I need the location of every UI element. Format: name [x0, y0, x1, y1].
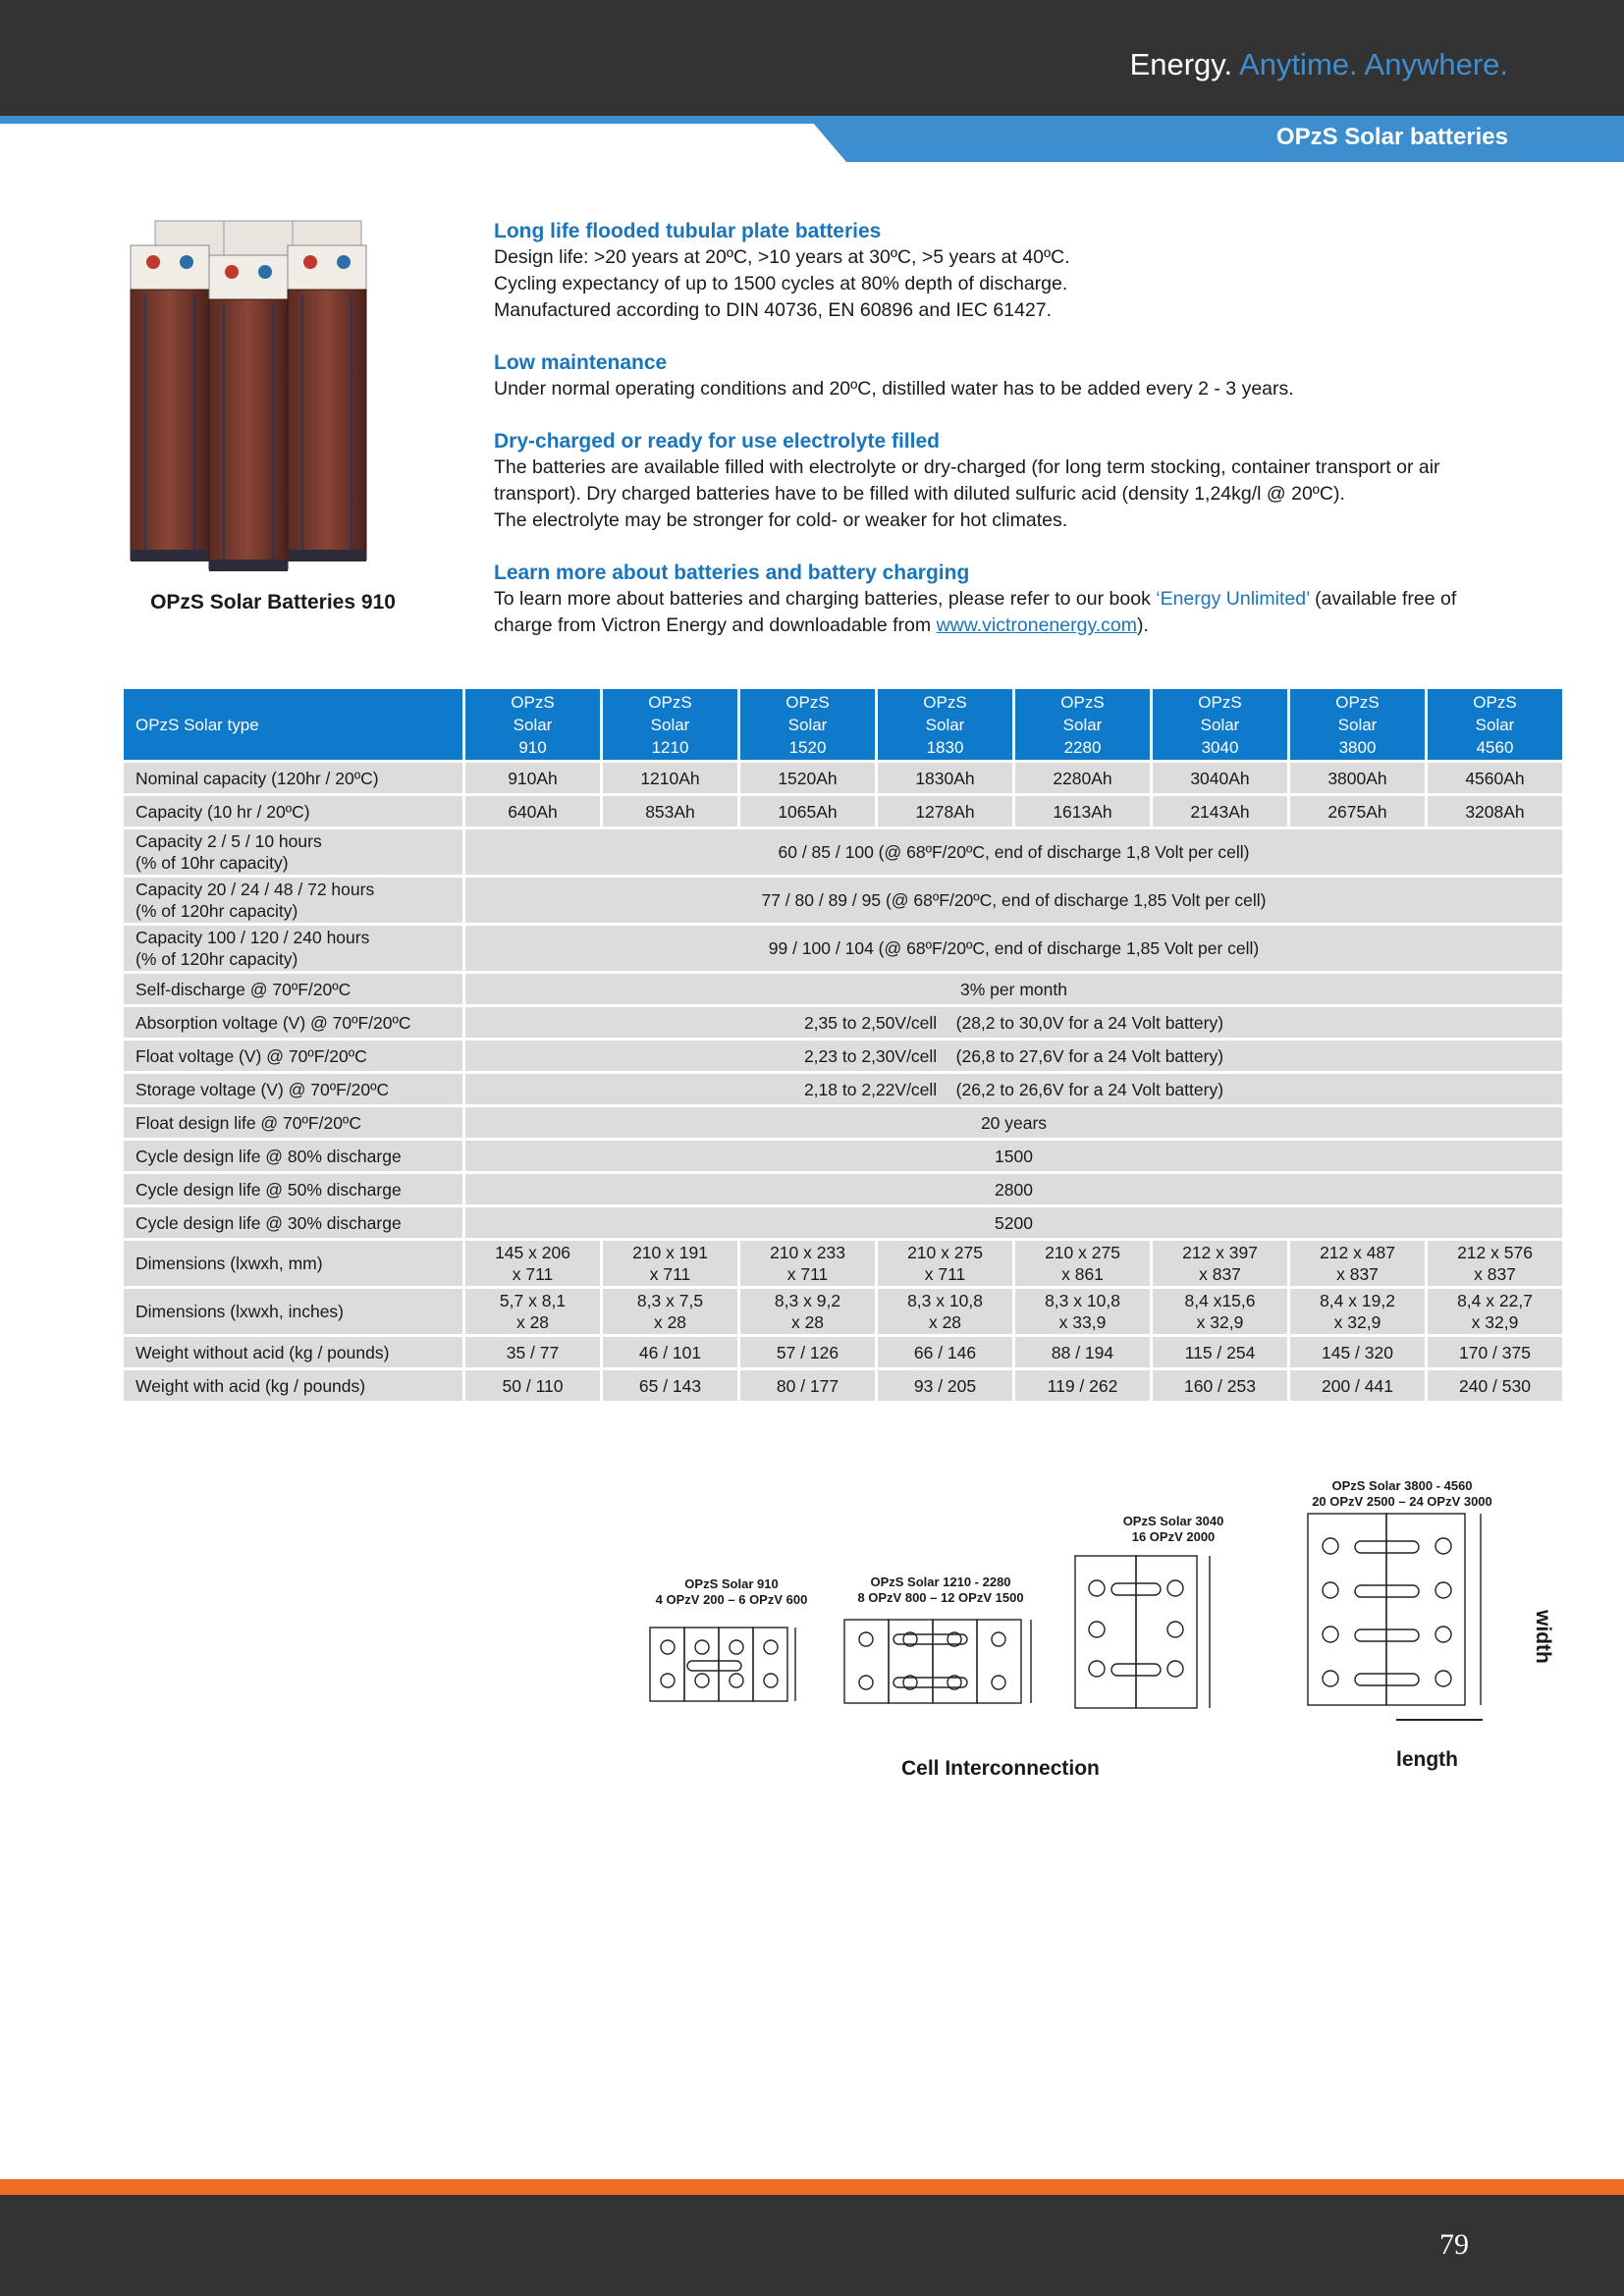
body-low-maintenance: Under normal operating conditions and 20ºC, distilled water has to be added every 2 - 3 years. — [494, 378, 1294, 400]
row-value: 66 / 146 — [878, 1337, 1012, 1367]
row-value: 8,4 x15,6 x 32,9 — [1153, 1289, 1287, 1334]
table-row — [124, 1041, 1562, 1071]
row-value-span: 20 years — [465, 1107, 1562, 1138]
layout-3040 — [1075, 1556, 1210, 1708]
heading-low-maintenance: Low maintenance — [494, 351, 668, 374]
layout-1210-2280 — [844, 1620, 1031, 1703]
row-value: 210 x 233 x 711 — [740, 1241, 875, 1286]
spec-table-header — [124, 689, 1562, 760]
row-label: Weight with acid (kg / pounds) — [124, 1370, 462, 1401]
book-title: ‘Energy Unlimited’ — [1156, 588, 1310, 610]
row-value: 1830Ah — [878, 763, 1012, 793]
intro-section-design-life — [494, 218, 1505, 324]
row-value: 2675Ah — [1290, 796, 1425, 827]
row-value: 3040Ah — [1153, 763, 1287, 793]
table-row — [124, 926, 1562, 971]
row-value: 93 / 205 — [878, 1370, 1012, 1401]
row-value: 88 / 194 — [1015, 1337, 1150, 1367]
intro-text — [494, 218, 1505, 665]
section-title: OPzS Solar batteries — [1275, 124, 1508, 150]
page-number: 79 — [1439, 2228, 1469, 2261]
row-label: Cycle design life @ 50% discharge — [124, 1174, 462, 1204]
row-label: Capacity 100 / 120 / 240 hours (% of 120hr capacity) — [124, 926, 462, 971]
row-value: 3800Ah — [1290, 763, 1425, 793]
row-label: Weight without acid (kg / pounds) — [124, 1337, 462, 1367]
row-value: 65 / 143 — [603, 1370, 737, 1401]
battery-cell-front-3 — [288, 245, 366, 561]
table-row — [124, 1007, 1562, 1038]
row-value: 212 x 576 x 837 — [1428, 1241, 1562, 1286]
row-value: 212 x 397 x 837 — [1153, 1241, 1287, 1286]
row-value: 8,4 x 19,2 x 32,9 — [1290, 1289, 1425, 1334]
footer-bar — [0, 2195, 1624, 2296]
label-3040: OPzS Solar 3040 16 OPzV 2000 — [1122, 1514, 1224, 1544]
row-value-span: 2800 — [465, 1174, 1562, 1204]
footer-orange-strip — [0, 2179, 1624, 2195]
row-value-span: 1500 — [465, 1141, 1562, 1171]
row-value-span: 2,18 to 2,22V/cell (26,2 to 26,6V for a 24 Volt battery) — [465, 1074, 1562, 1104]
row-label: Cycle design life @ 80% discharge — [124, 1141, 462, 1171]
row-value-span: 2,35 to 2,50V/cell (28,2 to 30,0V for a 24 Volt battery) — [465, 1007, 1562, 1038]
header-model-3800: OPzS Solar 3800 — [1290, 689, 1425, 760]
table-row — [124, 829, 1562, 875]
row-label: Capacity 20 / 24 / 48 / 72 hours (% of 120hr capacity) — [124, 878, 462, 923]
slogan — [1130, 47, 1508, 82]
row-label: Nominal capacity (120hr / 20ºC) — [124, 763, 462, 793]
row-value: 145 / 320 — [1290, 1337, 1425, 1367]
learn-text-before: To learn more about batteries and charging batteries, please refer to our book — [494, 588, 1157, 610]
table-row — [124, 1289, 1562, 1334]
table-row — [124, 1107, 1562, 1138]
row-value: 80 / 177 — [740, 1370, 875, 1401]
header-model-2280: OPzS Solar 2280 — [1015, 689, 1150, 760]
spec-table-body — [124, 763, 1562, 1401]
header-model-3040: OPzS Solar 3040 — [1153, 689, 1287, 760]
body-dry-charged: The batteries are available filled with electrolyte or dry-charged (for long term stocking, container transport or air transport). Dry charged batteries have to be filled with diluted sulfuric acid (density 1,24kg/l @ 20ºC). The electrolyte may be stronger for cold- or weaker for hot climates. — [494, 456, 1440, 531]
heading-dry-charged: Dry-charged or ready for use electrolyte filled — [494, 430, 940, 453]
row-value: 2143Ah — [1153, 796, 1287, 827]
row-value: 240 / 530 — [1428, 1370, 1562, 1401]
table-row — [124, 1141, 1562, 1171]
row-value-span: 2,23 to 2,30V/cell (26,8 to 27,6V for a 24 Volt battery) — [465, 1041, 1562, 1071]
row-label: Storage voltage (V) @ 70ºF/20ºC — [124, 1074, 462, 1104]
intro-section-maintenance — [494, 349, 1505, 402]
battery-product-image — [126, 201, 420, 584]
row-value: 115 / 254 — [1153, 1337, 1287, 1367]
row-value: 910Ah — [465, 763, 600, 793]
row-label: Dimensions (lxwxh, inches) — [124, 1289, 462, 1334]
table-row — [124, 763, 1562, 793]
length-label: length — [1396, 1748, 1458, 1771]
row-label: Float design life @ 70ºF/20ºC — [124, 1107, 462, 1138]
row-value: 2280Ah — [1015, 763, 1150, 793]
table-row — [124, 1207, 1562, 1238]
body-long-life: Design life: >20 years at 20ºC, >10 years at 30ºC, >5 years at 40ºC. Cycling expectancy of up to 1500 cycles at 80% depth of discharge. Manufactured according to DIN 40736, EN 60896 and IEC 61427. — [494, 246, 1070, 321]
cell-interconnection-diagram — [628, 1472, 1551, 1787]
row-label: Capacity 2 / 5 / 10 hours (% of 10hr capacity) — [124, 829, 462, 875]
row-value: 1210Ah — [603, 763, 737, 793]
row-value: 145 x 206 x 711 — [465, 1241, 600, 1286]
row-value: 5,7 x 8,1 x 28 — [465, 1289, 600, 1334]
heading-long-life: Long life flooded tubular plate batteries — [494, 220, 882, 242]
row-value: 4560Ah — [1428, 763, 1562, 793]
header-model-1210: OPzS Solar 1210 — [603, 689, 737, 760]
table-row — [124, 1074, 1562, 1104]
row-value-span: 60 / 85 / 100 (@ 68ºF/20ºC, end of discharge 1,8 Volt per cell) — [465, 829, 1562, 875]
row-label: Capacity (10 hr / 20ºC) — [124, 796, 462, 827]
table-row — [124, 796, 1562, 827]
row-label: Float voltage (V) @ 70ºF/20ºC — [124, 1041, 462, 1071]
row-value: 50 / 110 — [465, 1370, 600, 1401]
row-value: 1278Ah — [878, 796, 1012, 827]
row-value: 8,3 x 9,2 x 28 — [740, 1289, 875, 1334]
row-value: 46 / 101 — [603, 1337, 737, 1367]
learn-text-middle: (available free of charge from Victron Energy and downloadable from — [494, 588, 1457, 636]
row-value: 210 x 191 x 711 — [603, 1241, 737, 1286]
label-1210-2280: OPzS Solar 1210 - 2280 8 OPzV 800 – 12 OPzV 1500 — [857, 1575, 1024, 1605]
row-value: 8,3 x 10,8 x 28 — [878, 1289, 1012, 1334]
header-type-label: OPzS Solar type — [124, 689, 462, 760]
label-3800-4560: OPzS Solar 3800 - 4560 20 OPzV 2500 – 24 OPzV 3000 — [1312, 1478, 1492, 1509]
width-label: width — [1532, 1610, 1554, 1664]
row-value: 8,3 x 7,5 x 28 — [603, 1289, 737, 1334]
intro-section-electrolyte — [494, 428, 1505, 534]
table-row — [124, 878, 1562, 923]
row-value: 1520Ah — [740, 763, 875, 793]
table-row — [124, 1241, 1562, 1286]
row-value: 853Ah — [603, 796, 737, 827]
row-value: 200 / 441 — [1290, 1370, 1425, 1401]
body-learn-more — [494, 586, 1505, 639]
victron-website-link[interactable]: www.victronenergy.com — [936, 614, 1138, 636]
row-value: 3208Ah — [1428, 796, 1562, 827]
header-model-4560: OPzS Solar 4560 — [1428, 689, 1562, 760]
diagram-caption: Cell Interconnection — [901, 1757, 1100, 1780]
row-value: 160 / 253 — [1153, 1370, 1287, 1401]
table-row — [124, 974, 1562, 1004]
row-value: 1613Ah — [1015, 796, 1150, 827]
header-model-910: OPzS Solar 910 — [465, 689, 600, 760]
layout-3800-4560 — [1308, 1514, 1483, 1720]
row-value: 212 x 487 x 837 — [1290, 1241, 1425, 1286]
header-model-1830: OPzS Solar 1830 — [878, 689, 1012, 760]
row-value: 210 x 275 x 861 — [1015, 1241, 1150, 1286]
heading-learn-more: Learn more about batteries and battery charging — [494, 561, 970, 584]
header-model-1520: OPzS Solar 1520 — [740, 689, 875, 760]
table-row — [124, 1337, 1562, 1367]
row-value: 170 / 375 — [1428, 1337, 1562, 1367]
row-value: 8,4 x 22,7 x 32,9 — [1428, 1289, 1562, 1334]
row-label: Dimensions (lxwxh, mm) — [124, 1241, 462, 1286]
row-label: Absorption voltage (V) @ 70ºF/20ºC — [124, 1007, 462, 1038]
row-value: 8,3 x 10,8 x 33,9 — [1015, 1289, 1150, 1334]
row-label: Cycle design life @ 30% discharge — [124, 1207, 462, 1238]
row-value-span: 77 / 80 / 89 / 95 (@ 68ºF/20ºC, end of discharge 1,85 Volt per cell) — [465, 878, 1562, 923]
slogan-part1: Energy. — [1129, 47, 1233, 81]
row-value-span: 5200 — [465, 1207, 1562, 1238]
row-value: 1065Ah — [740, 796, 875, 827]
row-value: 119 / 262 — [1015, 1370, 1150, 1401]
label-910: OPzS Solar 910 4 OPzV 200 – 6 OPzV 600 — [655, 1576, 808, 1607]
learn-text-after: ). — [1137, 614, 1149, 636]
row-value: 57 / 126 — [740, 1337, 875, 1367]
table-row — [124, 1370, 1562, 1401]
slogan-part2: Anytime. Anywhere. — [1239, 47, 1508, 81]
row-value-span: 3% per month — [465, 974, 1562, 1004]
row-value: 35 / 77 — [465, 1337, 600, 1367]
battery-cell-front-2 — [209, 255, 288, 571]
row-value: 210 x 275 x 711 — [878, 1241, 1012, 1286]
row-value-span: 99 / 100 / 104 (@ 68ºF/20ºC, end of discharge 1,85 Volt per cell) — [465, 926, 1562, 971]
product-caption: OPzS Solar Batteries 910 — [150, 591, 396, 614]
spec-table — [121, 686, 1565, 1404]
table-row — [124, 1174, 1562, 1204]
row-value: 640Ah — [465, 796, 600, 827]
row-label: Self-discharge @ 70ºF/20ºC — [124, 974, 462, 1004]
layout-910 — [650, 1628, 795, 1701]
intro-section-learn-more — [494, 560, 1505, 639]
battery-cell-front-1 — [131, 245, 209, 561]
